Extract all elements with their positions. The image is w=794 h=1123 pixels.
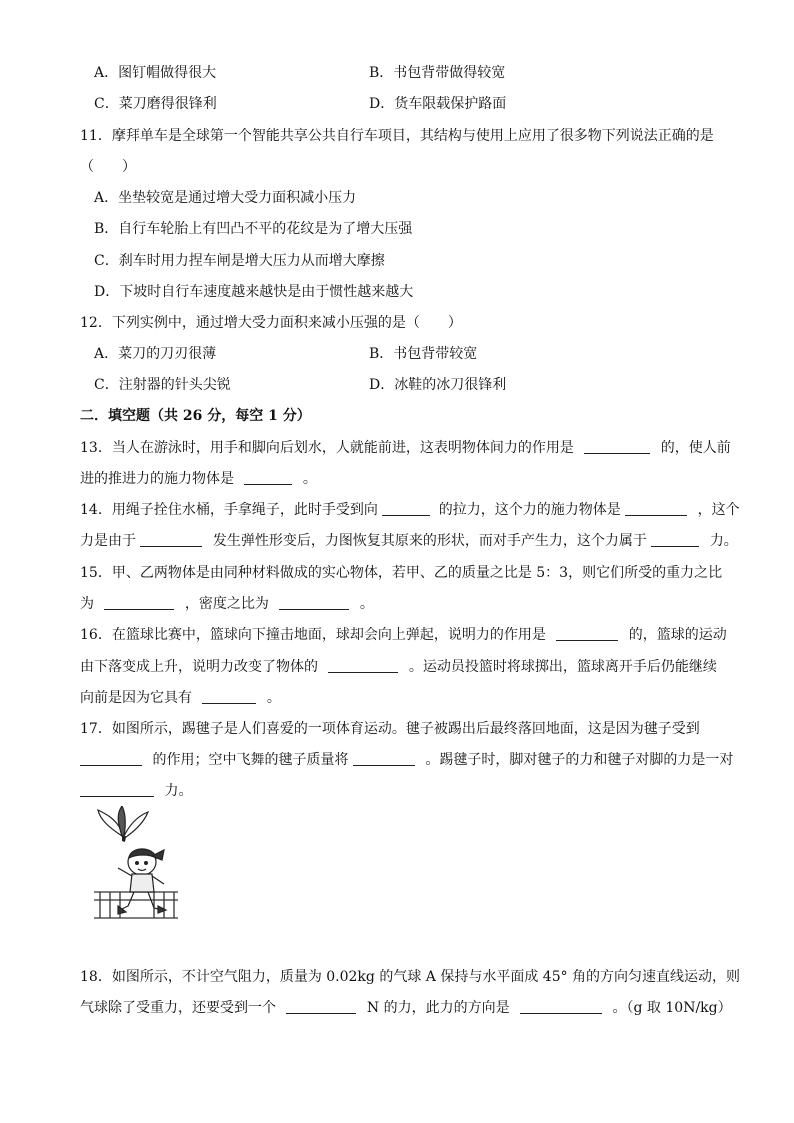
q13-line-2 bbox=[80, 469, 317, 489]
q18-text-2: N 的力，此力的方向是 bbox=[366, 1000, 510, 1016]
q16-text-4: 。运动员投篮时将球掷出，篮球离开手后仍能继续 bbox=[408, 659, 717, 675]
q16-blank-3[interactable] bbox=[202, 689, 256, 704]
q15-text-2: ，密度之比为 bbox=[184, 596, 269, 612]
q12-option-b: B．书包背带较宽 bbox=[369, 346, 478, 362]
q16-blank-1[interactable] bbox=[556, 626, 618, 641]
q13-text-4: 。 bbox=[302, 471, 317, 487]
q11-option-d: D．下坡时自行车速度越来越快是由于惯性越来越大 bbox=[94, 284, 414, 300]
q14-blank-3[interactable] bbox=[140, 532, 202, 547]
q15-line-2 bbox=[80, 594, 374, 614]
q17-text-2: 。踢毽子时，脚对毽子的力和毽子对脚的力是一对 bbox=[425, 752, 734, 768]
q11-option-a: A．坐垫较宽是通过增大受力面积减小压力 bbox=[94, 190, 357, 206]
q16-line-1 bbox=[80, 625, 727, 645]
q17-line-3 bbox=[80, 781, 192, 801]
q15-text-3: 。 bbox=[359, 596, 374, 612]
q14-line-1 bbox=[80, 500, 740, 520]
q14-text-5: 发生弹性形变后，力图恢复其原来的形状，而对手产生力，这个力属于 bbox=[212, 533, 647, 549]
q14-text-4: 力是由于 bbox=[80, 533, 136, 549]
q16-text-1: 16．在篮球比赛中，篮球向下撞击地面，球却会向上弹起，说明力的作用是 bbox=[80, 627, 546, 643]
section-heading: 二．填空题（共 26 分，每空 1 分） bbox=[80, 408, 311, 424]
q18-blank-2[interactable] bbox=[520, 999, 602, 1014]
q15-text-1: 为 bbox=[80, 596, 94, 612]
child-figure bbox=[118, 849, 166, 914]
q17-blank-3[interactable] bbox=[80, 782, 154, 797]
q14-blank-4[interactable] bbox=[651, 532, 699, 547]
q12-option-d: D．冰鞋的冰刀很锋利 bbox=[369, 377, 507, 393]
q17-line-2 bbox=[80, 750, 733, 770]
q16-text-5: 向前是因为它具有 bbox=[80, 690, 192, 706]
q17-blank-2[interactable] bbox=[353, 751, 415, 766]
q11-stem: 11．摩拜单车是全球第一个智能共享公共自行车项目，其结构与使用上应用了很多物下列说法正确的是 bbox=[80, 128, 714, 144]
q16-line-2 bbox=[80, 657, 717, 677]
q16-text-3: 由下落变成上升，说明力改变了物体的 bbox=[80, 659, 318, 675]
q17-text-3: 力。 bbox=[164, 783, 193, 799]
q13-blank-1[interactable] bbox=[584, 439, 650, 454]
q14-text-2: 的拉力，这个力的施力物体是 bbox=[438, 502, 621, 518]
q11-option-b: B．自行车轮胎上有凹凸不平的花纹是为了增大压强 bbox=[94, 221, 413, 237]
q18-text-3: 。（g 取 10N/kg） bbox=[612, 1000, 732, 1016]
q14-line-2 bbox=[80, 531, 738, 551]
q14-blank-1[interactable] bbox=[382, 501, 430, 516]
q14-text-1: 14．用绳子拴住水桶，手拿绳子，此时手受到向 bbox=[80, 502, 378, 518]
q16-text-6: 。 bbox=[266, 690, 281, 706]
q13-text-1: 13．当人在游泳时，用手和脚向后划水，人就能前进，这表明物体间力的作用是 bbox=[80, 440, 574, 456]
q14-text-3: ，这个 bbox=[697, 502, 740, 518]
q11-option-c: C．刹车时用力捏车闸是增大压力从而增大摩擦 bbox=[94, 253, 385, 269]
q13-line-1 bbox=[80, 438, 731, 458]
q17-line-1: 17．如图所示，踢毽子是人们喜爱的一项体育运动。毽子被踢出后最终落回地面，这是因为毽子受到 bbox=[80, 721, 700, 737]
q17-blank-1[interactable] bbox=[80, 751, 142, 766]
q18-line-2 bbox=[80, 998, 732, 1018]
q11-answer-bracket: （ ） bbox=[80, 159, 136, 175]
q16-blank-2[interactable] bbox=[328, 658, 398, 673]
q15-blank-2[interactable] bbox=[279, 595, 349, 610]
q17-text-1: 的作用；空中飞舞的毽子质量将 bbox=[152, 752, 349, 768]
q18-blank-1[interactable] bbox=[286, 999, 356, 1014]
q10-option-d: D．货车限载保护路面 bbox=[369, 96, 507, 112]
shuttlecock-icon bbox=[98, 806, 148, 842]
q18-line-1: 18．如图所示，不计空气阻力，质量为 0.02kg 的气球 A 保持与水平面成 45° 角的方向匀速直线运动，则 bbox=[80, 969, 741, 985]
shuttlecock-kicking-figure bbox=[92, 806, 180, 924]
q12-stem: 12．下列实例中，通过增大受力面积来减小压强的是（ ） bbox=[80, 315, 462, 331]
q13-text-2: 的，使人前 bbox=[660, 440, 731, 456]
q12-option-a: A．菜刀的刀刃很薄 bbox=[94, 346, 217, 362]
q15-line-1: 15．甲、乙两物体是由同种材料做成的实心物体，若甲、乙的质量之比是 5：3，则它们所受的重力之比 bbox=[80, 565, 723, 581]
q10-option-a: A．图钉帽做得很大 bbox=[94, 65, 217, 81]
q14-blank-2[interactable] bbox=[625, 501, 687, 516]
q13-blank-2[interactable] bbox=[244, 470, 292, 485]
q10-option-b: B．书包背带做得较宽 bbox=[369, 65, 506, 81]
q16-text-2: 的，篮球的运动 bbox=[628, 627, 727, 643]
q10-option-c: C．菜刀磨得很锋利 bbox=[94, 96, 217, 112]
q12-option-c: C．注射器的针头尖锐 bbox=[94, 377, 231, 393]
q15-blank-1[interactable] bbox=[104, 595, 174, 610]
q14-text-6: 力。 bbox=[709, 533, 738, 549]
q18-text-1: 气球除了受重力，还要受到一个 bbox=[80, 1000, 276, 1016]
q13-text-3: 进的推进力的施力物体是 bbox=[80, 471, 234, 487]
railing bbox=[94, 892, 178, 918]
q16-line-3 bbox=[80, 688, 281, 708]
